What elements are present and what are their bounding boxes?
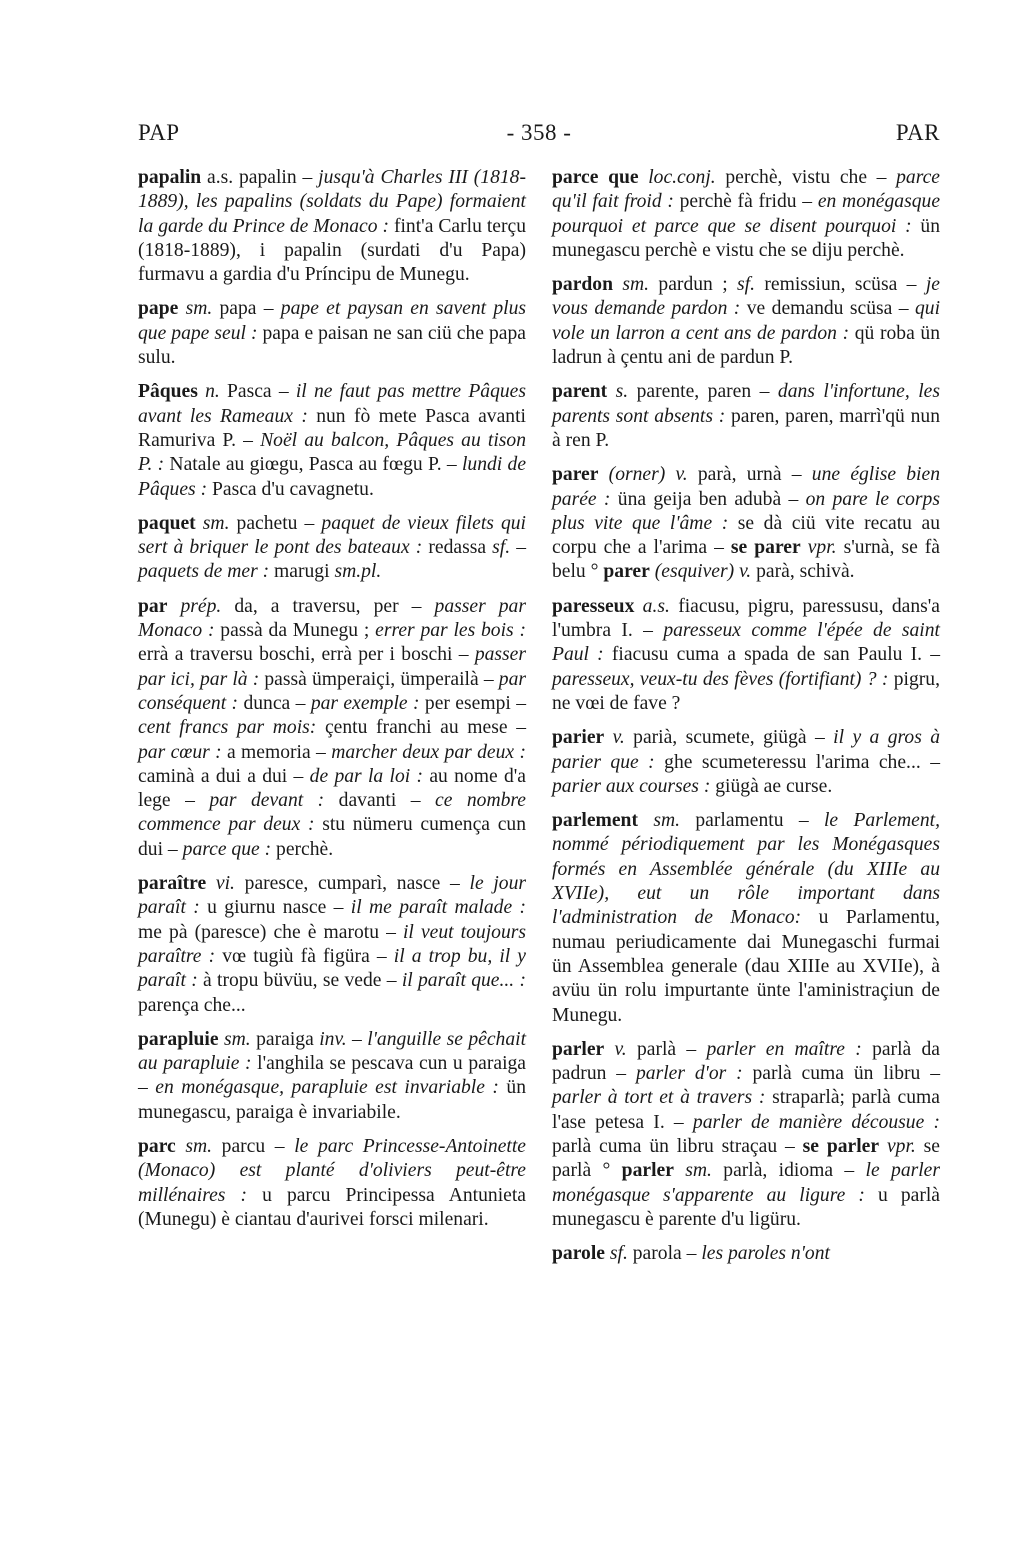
definition-text: u giurnu nasce – [199,897,351,919]
grammar-label: sm. [685,1160,712,1182]
french-example: le jour paraît : [138,873,527,919]
definition-text: nun fò mete Pasca avanti Ramuriva P. – [138,405,526,451]
grammar-label: s. [615,381,629,403]
definition-text: Pasca – [219,381,296,403]
definition-text: errà a traversu boschi, errà per i boschi – [138,644,475,666]
definition-text: parlà – [626,1038,707,1060]
definition-text: me pà (paresce) che è marotu – [138,921,403,943]
header-right-guideword: PAR [895,120,940,145]
definition-text: ve demandu scüsa – [740,298,915,320]
french-example: par cœur : [138,741,222,763]
headword: pardon [552,274,613,296]
french-example: parier aux courses : [552,775,711,797]
french-example: errer par les bois : [375,620,526,642]
headword: parler [621,1160,674,1182]
grammar-label: sf. [492,537,511,559]
definition-text [167,596,180,617]
headword: parier [552,727,605,749]
headword: papalin [138,167,202,188]
entry-parc [138,1135,526,1232]
grammar-label: sf. [609,1243,628,1265]
french-example: une église bien parée : [552,464,940,510]
definition-text [178,298,185,319]
french-example: il a trop bu, il y paraît : [138,945,527,992]
entry-paques [138,380,526,501]
definition-text [665,464,675,485]
entry-paquet [138,512,526,585]
grammar-label: v. [739,561,752,583]
definition-text: dunca – [238,692,311,714]
definition-text: ghe scumeteressu l'arima che... – [654,751,940,773]
french-example: il paraît que... : [401,970,527,992]
definition-text: parlà cuma ün libru straçau – [552,1135,803,1157]
french-example: il ne faut pas mettre Pâques avant les Rameaux : [138,381,526,427]
definition-text: parlà da padrun – [552,1038,941,1085]
definition-text: parlamentu – [680,810,824,832]
french-example: lundi de Pâques : [138,454,527,500]
french-example: il y a gros à parier que : [552,727,940,773]
french-example: parler en maître : [706,1038,862,1060]
definition-text: caminà a dui a dui – [138,765,310,787]
grammar-label: vpr. [886,1135,916,1157]
french-example: il veut toujours paraître : [138,921,526,967]
french-example: parler à tort et à travers : [552,1087,766,1109]
definition-text: üna geija ben adubà – [610,488,806,510]
definition-text: parcu – [212,1135,295,1157]
entry-papalin [138,166,526,287]
french-example: parler de manière décousue : [692,1111,940,1133]
definition-text: straparlà; parlà cuma l'ase petesa I. – [552,1087,940,1133]
entry-pardon [552,273,940,370]
french-example: ce nombre commence par deux : [138,790,526,836]
french-example: on pare le corps plus vite que l'âme : [552,488,940,534]
grammar-label: loc.conj. [648,167,716,188]
definition-text: u parcu Principessa Antunieta (Munegu) è ciantau d'aurivei forsci milenari. [138,1184,526,1230]
grammar-label: (esquiver) [654,561,735,583]
definition-text: parià, scumete, giügà – [624,727,834,749]
french-example: les paroles n'ont [701,1243,830,1265]
french-example: passer par Monaco : [138,595,526,642]
french-example: marcher deux par deux : [331,741,526,763]
definition-text: se dà ciü vite recatu au corpu che a l'arima – [552,512,940,559]
headword: paquet [138,512,196,534]
entry-parapluie [138,1028,526,1125]
french-example: cent francs par mois: [138,717,317,739]
definition-text: çentu franchi au mese – [316,717,526,739]
headword: par [138,595,168,617]
headword: parole [552,1243,605,1265]
definition-text: giügà ae curse. [710,775,833,797]
grammar-label: prép. [180,595,222,617]
definition-text: parà, urnà – [687,464,812,486]
definition-text: l'anghila se pescava cun u paraiga – [138,1053,527,1099]
definition-text: per esempi – [419,692,526,714]
grammar-label: sm. [202,512,230,534]
definition-text: perchè. [271,838,334,860]
definition-text: parola – [627,1243,702,1265]
definition-text [879,1136,887,1157]
headword: Pâques [138,381,198,403]
french-example: le parler monégasque s'apparente au ligure : [552,1160,941,1206]
grammar-label: sm. [185,298,213,320]
definition-text: au nome d'a lege – [138,765,526,812]
french-example: l'anguille se pêchait au parapluie : [138,1028,527,1075]
definition-text: paren, paren, marrì'qü nun à ren P. [552,405,940,451]
headword: parent [552,381,608,403]
definition-text: parlà cuma ün libru – [742,1063,940,1085]
grammar-label: sm. [224,1028,251,1050]
entry-paraitre [138,872,526,1018]
definition-text: davanti – [324,790,436,812]
definition-text: perchè, vistu che – [715,167,897,188]
definition-text: stu nümeru cumença cun dui – [138,814,526,860]
entry-parler [552,1038,940,1232]
definition-text [206,873,216,894]
headword: parler [552,1038,605,1060]
definition-text: parença che... [138,994,246,1016]
definition-text [634,596,642,617]
grammar-label: sm.pl. [334,561,382,583]
definition-text [613,274,622,295]
definition-text: pachetu – [229,512,322,534]
definition-text: redassa [422,537,493,559]
entry-parce_que [552,166,940,263]
definition-text: ün munegascu, paraiga è invariabile. [138,1077,526,1123]
french-example: jusqu'à Charles III (1818-1889), les papalins (soldats du Pape) formaient la garde du Prince de Monaco : [138,167,526,237]
grammar-label: (orner) [608,464,666,486]
definition-text: ün munegascu perchè e vistu che se diju perchè. [552,215,940,261]
definition-text: marugi [269,561,335,583]
french-example: paquet de vieux filets qui sert à briquer le pont des bateaux : [138,512,526,559]
definition-text: fiacusu cuma a spada de san Paulu I. – [603,644,940,666]
entry-parole [552,1242,940,1266]
definition-text: parlà, idioma – [711,1160,866,1182]
definition-text: passà da Munegu ; [214,620,376,642]
entry-parier [552,726,940,799]
headword: parlement [552,810,638,832]
definition-text: u Parlamentu, numau periudicamente dai Munegaschi furmai ün Assemblea generale (dau XIIIe au XVIIe), à avüu ün rolu impurtante ünte l'aministraçiun de Munegu. [552,907,940,1026]
grammar-label: v. [612,727,625,749]
page-header [138,120,940,150]
headword: parapluie [138,1028,219,1050]
definition-text: u parlà munegascu è parente d'u ligüru. [552,1184,940,1230]
french-example: pape et paysan en savent plus que pape seul : [138,298,527,344]
french-example: en monégasque, parapluie est invariable : [155,1077,499,1099]
french-example: par conséquent : [138,668,526,714]
definition-text [176,1136,186,1157]
headword: se parer [730,537,801,559]
definition-text: pardun ; [649,274,738,296]
definition-text [674,1160,685,1181]
definition-text [196,513,203,534]
definition-text: a memoria – [221,741,332,763]
grammar-label: v. [614,1038,627,1060]
grammar-label: v. [675,464,688,486]
definition-text: qü roba ün ladrun à çentu ani de pardun P. [552,322,940,369]
definition-text: perchè fà fridu – [673,191,818,213]
french-example: qui vole un larron a cent ans de pardon : [552,298,941,344]
definition-text: papa e paisan ne san ciü che papa sulu. [138,322,526,369]
french-example: en monégasque pourquoi et parce que se disent pourquoi : [552,191,941,237]
french-example: passer par ici, par là : [138,644,526,690]
french-example: le parc Princesse-Antoinette (Monaco) est planté d'oliviers peut-être millénaires : [138,1135,526,1206]
french-example: paquets de mer : [138,561,270,583]
entry-paresseux [552,595,940,716]
grammar-label: a.s. [642,595,670,617]
headword: parer [552,464,599,486]
headword: parc [138,1135,176,1157]
definition-text: Natale au giœgu, Pasca au fœgu P. – [164,454,462,476]
definition-text: fiacusu, pigru, paressusu, dans'a l'umbra I. – [552,595,940,642]
french-example: parler d'or : [635,1063,743,1085]
french-example: il me paraît malade : [350,897,527,919]
french-example: paresseux comme l'épée de saint Paul : [552,620,940,666]
entry-parlement [552,809,940,1028]
grammar-label: n. [205,381,220,403]
definition-text: – [510,537,526,559]
grammar-label: vpr. [807,537,837,559]
definition-text [639,167,649,188]
definition-text [604,727,612,748]
definition-text [598,464,608,485]
french-example: de par la loi : [309,765,424,787]
definition-text: papa – [212,298,281,320]
definition-text [607,381,615,402]
grammar-label: sf. [737,274,755,296]
definition-text: – [346,1028,368,1050]
page-number: - 358 - [506,120,572,145]
definition-text: parà, schivà. [751,561,855,583]
french-example: parce qu'il fait froid : [552,167,940,213]
grammar-label: sm. [653,810,681,832]
grammar-label: sm. [185,1135,213,1157]
definition-text: s'urnà, se fà belu ° [552,537,940,583]
entry-pape [138,297,526,370]
definition-text: passà ümperaiçi, ümperailà – [259,668,499,690]
definition-text: se parlà ° [552,1135,940,1182]
entry-parer [552,463,940,584]
definition-text: fint'a Carlu terçu (1818-1889), i papalin (surdati d'u Papa) furmavu a gardia d'u Príncipu de Munegu. [138,215,526,286]
headword: pape [138,298,179,320]
grammar-label: sm. [622,274,650,296]
definition-text: paresce, cumparì, nasce – [234,873,470,895]
left-column [138,166,526,1242]
definition-text [638,810,653,831]
french-example: paresseux, veux-tu des fèves (fortifiant) ? : [552,668,889,690]
grammar-label: inv. [319,1028,347,1050]
definition-text: parente, paren – [628,381,778,403]
definition-text: da, a traversu, per – [221,595,435,617]
headword: paraître [138,873,207,895]
definition-text: a.s. papalin – [201,167,319,188]
french-example: je vous demande pardon : [552,274,940,320]
headword: parce que [552,167,639,188]
headword: paresseux [552,595,635,617]
french-example: parce que : [182,838,272,860]
headword: se parler [802,1135,880,1157]
definition-text: pigru, ne vœi de fave ? [552,668,940,714]
definition-text: remissiun, scüsa – [755,274,926,296]
definition-text [604,1039,614,1060]
french-example: par exemple : [310,692,420,714]
entry-parent [552,380,940,453]
headword: parer [603,561,650,583]
definition-text: paraiga [250,1028,320,1050]
french-example: par devant : [209,790,325,812]
definition-text: Pasca d'u cavagnetu. [207,478,374,500]
right-column [552,166,940,1276]
grammar-label: vi. [215,873,235,895]
french-example: Noël au balcon, Pâques au tison P. : [138,429,527,476]
definition-text: vœ tugiù fà figüra – [215,945,394,967]
entry-par [138,595,526,862]
french-example: dans l'infortune, les parents sont absents : [552,381,940,427]
header-left-guideword: PAP [138,120,180,145]
definition-text [801,537,808,558]
french-example: le Parlement, nommé périodiquement par les Monégasques formés en Assemblée générale (du XIIIe au XVIIe), eut un rôle important dans l'administration de Monaco: [552,810,940,929]
definition-text: à tropu büvüu, se vede – [197,970,402,992]
